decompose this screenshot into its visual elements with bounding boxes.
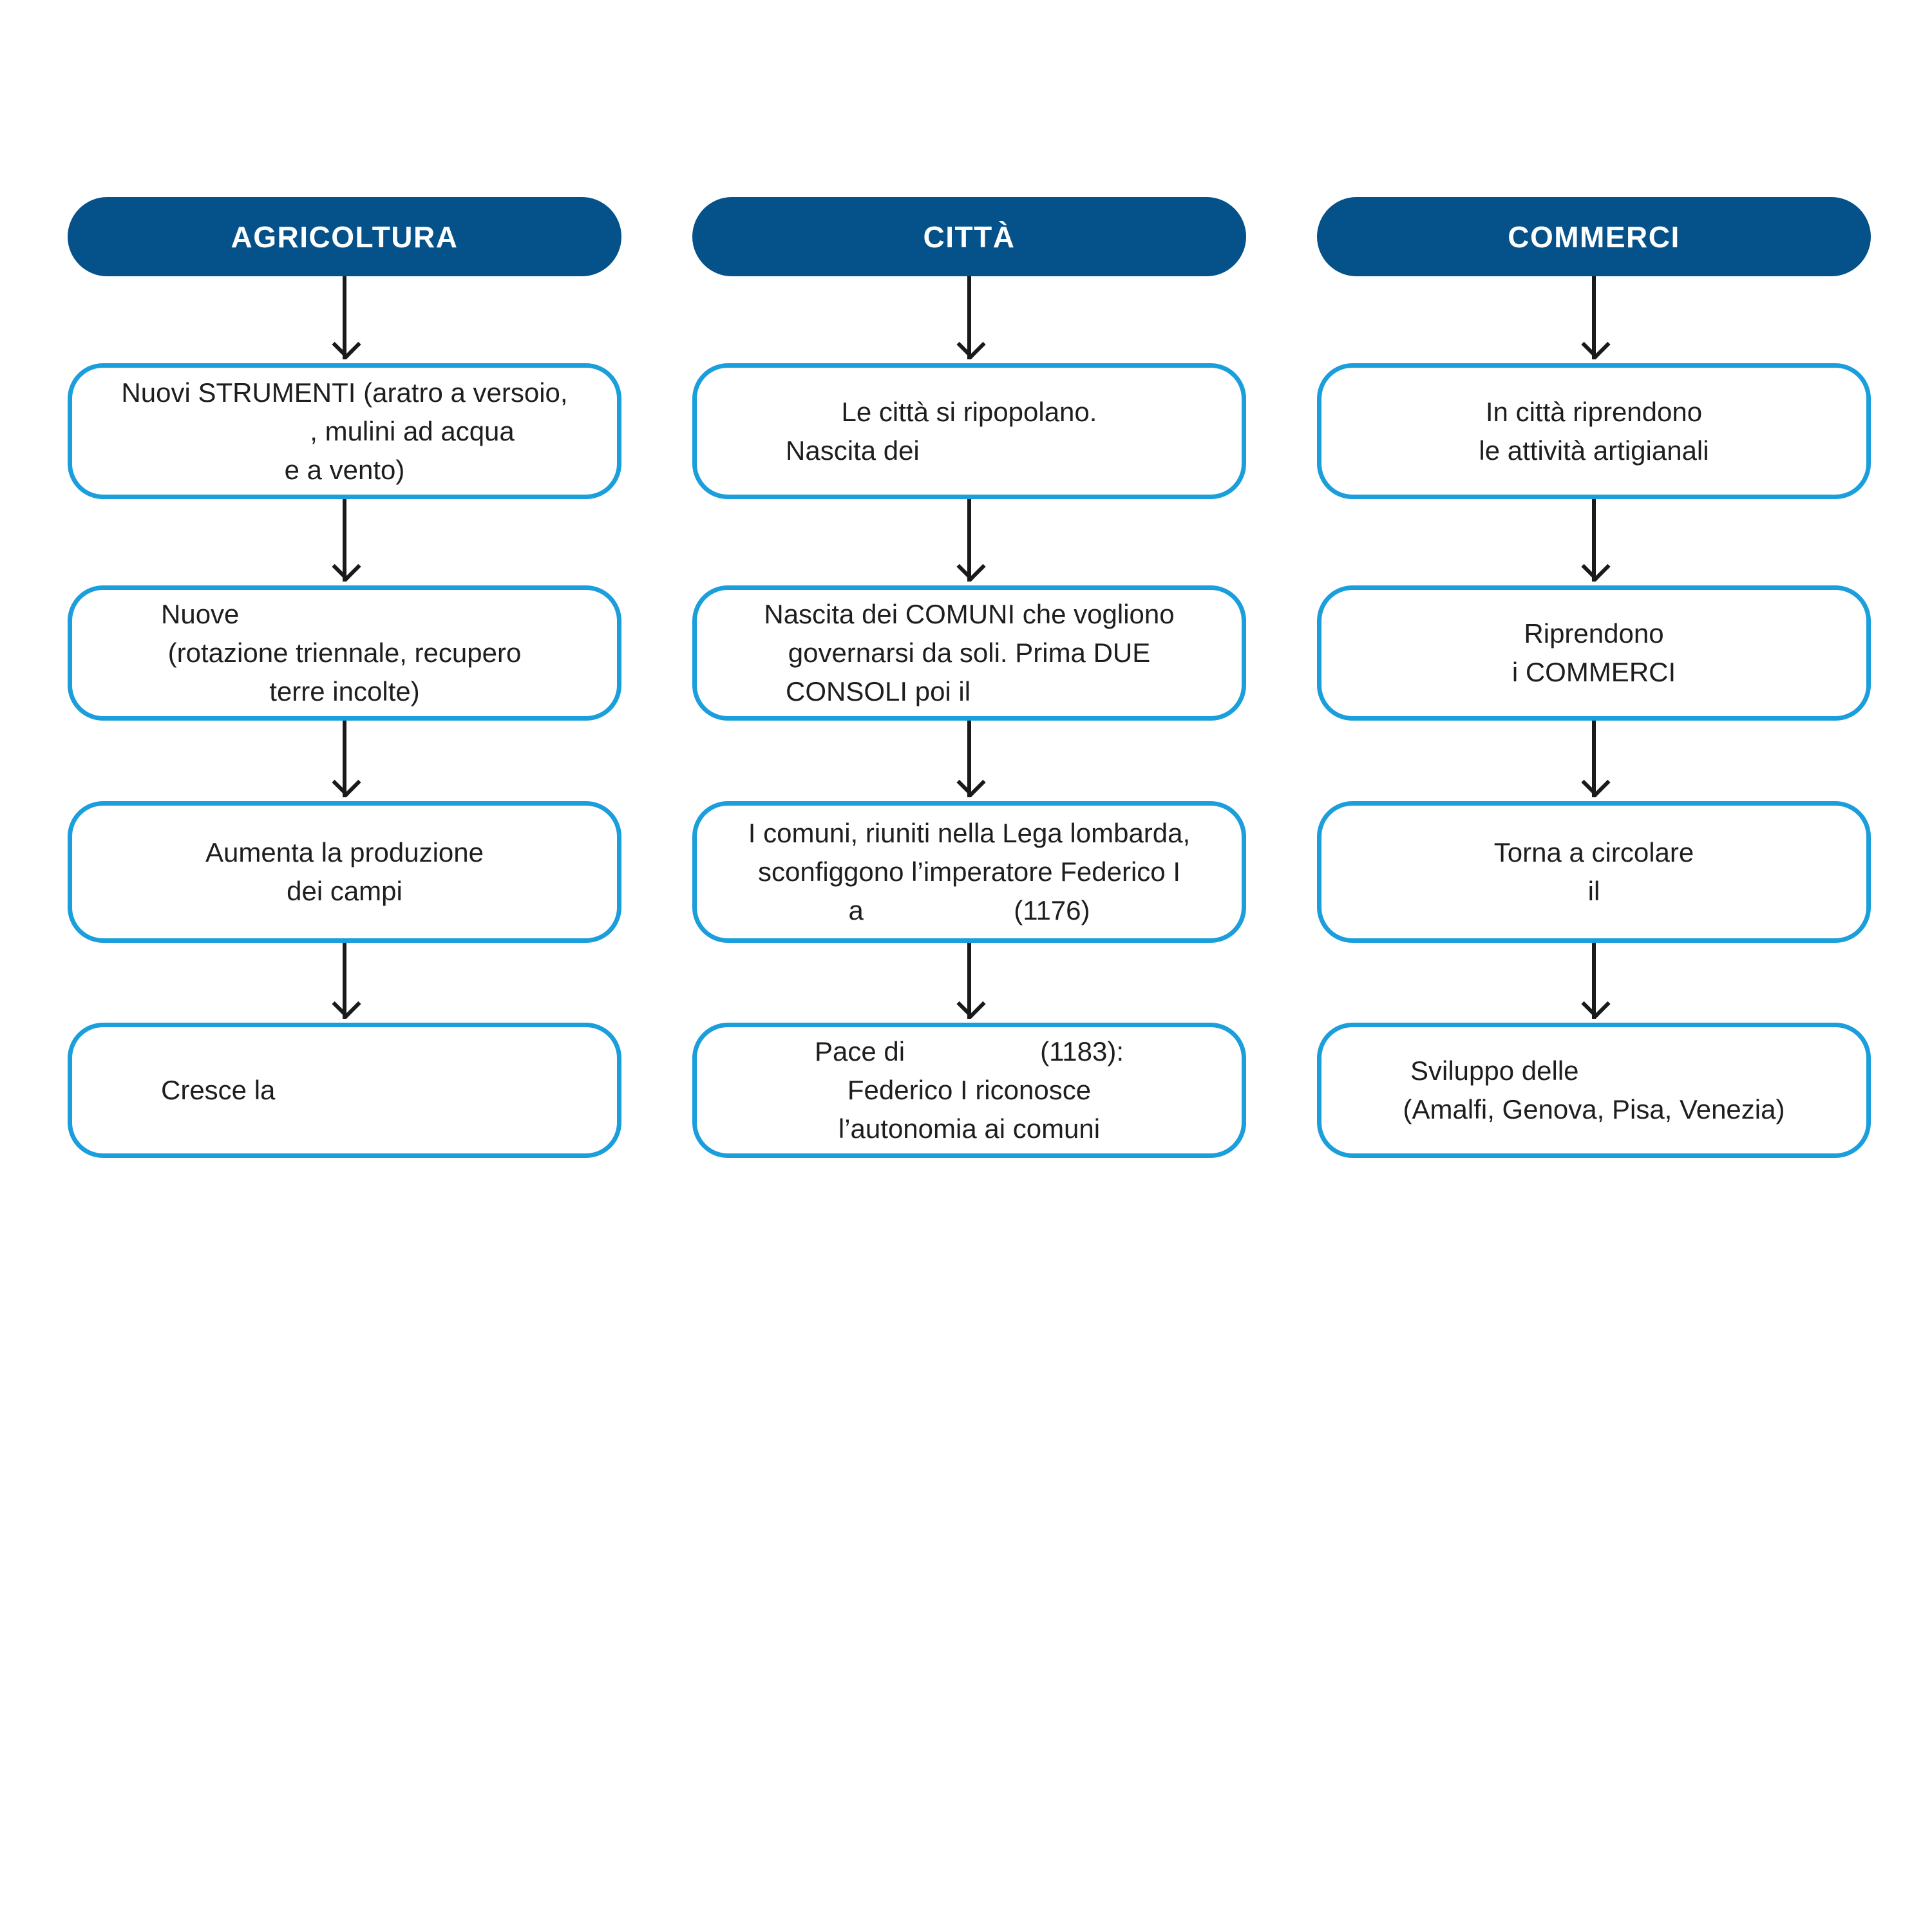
flowchart-box [692, 1023, 1246, 1158]
flowchart-box [68, 363, 621, 499]
column-header-label: CITTÀ [923, 220, 1016, 254]
box-text-line: I comuni, riuniti nella Lega lombarda, [748, 818, 1191, 848]
flowchart-box [68, 801, 621, 943]
arrow-head [956, 330, 985, 359]
box-text-line: Riprendono [1524, 618, 1664, 649]
arrow-head [956, 768, 985, 797]
column-header-citta [692, 197, 1246, 276]
box-text-line: (Amalfi, Genova, Pisa, Venezia) [1403, 1094, 1785, 1124]
box-text-line: , mulini ad acqua [175, 415, 515, 446]
box-text-line: Nuove [161, 599, 240, 629]
box-text-line: governarsi da soli. Prima DUE [788, 638, 1151, 668]
arrow-head [1581, 768, 1610, 797]
arrow-down-icon [956, 943, 982, 1023]
box-text-line: le attività artigianali [1479, 435, 1709, 466]
flowchart-box [1317, 585, 1871, 721]
box-text-line: l’autonomia ai comuni [838, 1113, 1101, 1144]
arrow-down-icon [956, 276, 982, 363]
box-text-line: (rotazione triennale, recupero [167, 638, 522, 668]
arrow-down-icon [332, 721, 357, 801]
arrow-down-icon [1581, 276, 1607, 363]
arrow-down-icon [956, 499, 982, 585]
arrow-head [332, 552, 361, 581]
flowchart-box [1317, 363, 1871, 499]
box-text-line: Nascita dei [786, 435, 920, 466]
box-text-line: i COMMERCI [1511, 657, 1676, 687]
arrow-head [1581, 330, 1610, 359]
flowchart-box [692, 363, 1246, 499]
box-text-line: CONSOLI poi il [786, 676, 971, 706]
arrow-down-icon [332, 276, 357, 363]
box-text-line: a (1176) [848, 895, 1090, 925]
box-text-line: terre incolte) [269, 676, 420, 706]
box-text-line: Sviluppo delle [1410, 1056, 1579, 1086]
flowchart-diagram [68, 197, 1871, 1158]
arrow-head [332, 768, 361, 797]
box-text-line: il [1587, 876, 1600, 906]
box-text-line: Cresce la [161, 1075, 276, 1105]
arrow-down-icon [956, 721, 982, 801]
box-text-line: Torna a circolare [1493, 837, 1694, 867]
arrow-down-icon [1581, 943, 1607, 1023]
column-citta [692, 197, 1246, 1158]
box-text-line: Nuovi STRUMENTI (aratro a versoio, [121, 377, 568, 408]
box-text-line: sconfiggono l’imperatore Federico I [757, 857, 1180, 887]
arrow-head [956, 552, 985, 581]
arrow-head [956, 989, 985, 1018]
arrow-down-icon [332, 943, 357, 1023]
arrow-down-icon [332, 499, 357, 585]
arrow-head [1581, 552, 1610, 581]
box-text-line: Aumenta la produzione [205, 837, 484, 867]
column-commerci [1317, 197, 1871, 1158]
arrow-down-icon [1581, 499, 1607, 585]
box-text-line: In città riprendono [1485, 396, 1703, 427]
box-text-line: Pace di (1183): [814, 1036, 1124, 1066]
flowchart-box [692, 801, 1246, 943]
arrow-head [1581, 989, 1610, 1018]
column-header-agricoltura [68, 197, 621, 276]
arrow-down-icon [1581, 721, 1607, 801]
arrow-head [332, 330, 361, 359]
flowchart-box [68, 1023, 621, 1158]
flowchart-box [692, 585, 1246, 721]
flowchart-box [1317, 801, 1871, 943]
flowchart-box [68, 585, 621, 721]
column-agricoltura [68, 197, 621, 1158]
box-text-line: Federico I riconosce [847, 1075, 1092, 1105]
column-header-label: COMMERCI [1508, 220, 1680, 254]
box-text-line: e a vento) [284, 454, 405, 485]
arrow-head [332, 989, 361, 1018]
box-text-line: dei campi [287, 876, 402, 906]
column-header-commerci [1317, 197, 1871, 276]
column-header-label: AGRICOLTURA [231, 220, 459, 254]
flowchart-box [1317, 1023, 1871, 1158]
box-text-line: Nascita dei COMUNI che vogliono [764, 599, 1175, 629]
box-text-line: Le città si ripopolano. [841, 396, 1097, 427]
